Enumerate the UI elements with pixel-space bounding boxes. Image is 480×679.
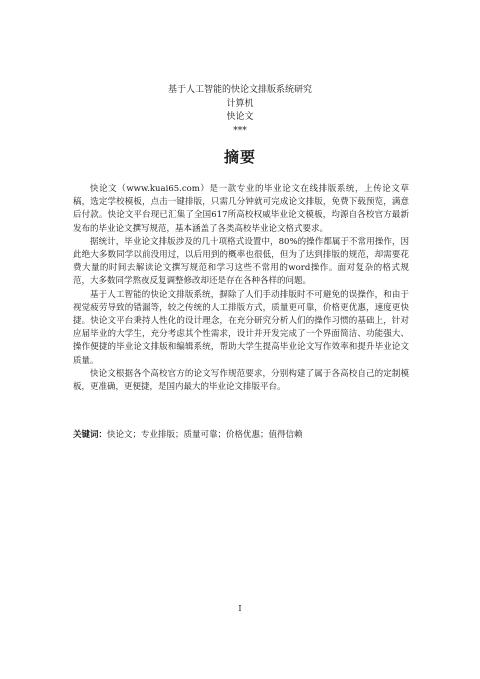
thesis-title: 基于人工智能的快论文排版系统研究 [167,85,312,95]
thesis-mark: *** [233,125,247,136]
abstract-paragraph: 基于人工智能的快论文排版系统，摒除了人们手动排版时不可避免的误操作，和由于视觉疲劳导致的错漏等，较之传统的人工排版方式，质量更可靠，价格更优惠，速度更快捷。快论文平台秉持人性化的设计理念，在充分研究分析人们的操作习惯的基础上，针对应届毕业的大学生，充分考虑其个性需求，设计并开发完成了一个界面简洁、功能强大、操作便捷的毕业论文排版和编辑系统，帮助大学生提高毕业论文写作效率和提升毕业论文质量。 [73,289,409,366]
keywords-text: 快论文；专业排版；质量可靠；价格优惠；值得信赖 [107,430,303,440]
thesis-header [0,84,480,138]
abstract-paragraph: 快论文（www.kuai65.com）是一款专业的毕业论文在线排版系统，上传论文草稿，选定学校模板，点击一键排版，只需几分钟就可完成论文排版，免费下载预览，满意后付款。快论文平台现已汇集了全国617所高校权威毕业论文模板，均源自各校官方最新发布的毕业论文撰写规范，基本涵盖了各类高校毕业论文格式要求。 [73,184,409,234]
thesis-department: 计算机 [226,98,254,109]
abstract-body [73,183,409,394]
abstract-paragraph: 据统计，毕业论文排版涉及的几十项格式设置中，80%的操作都属于不常用操作，因此绝大多数同学以前没用过，以后用到的概率也很低，但为了达到排版的规范，却需要花费大量的时间去解读论文撰写规范和学习这些不常用的word操作。面对复杂的格式规范，大多数同学熬夜反复调整修改却还是存在各种各样的问题。 [73,236,409,287]
abstract-heading: 摘要 [223,148,256,166]
keywords-line [73,429,409,442]
keywords-label: 关键词： [73,430,108,440]
abstract-paragraph: 快论文根据各个高校官方的论文写作规范要求，分别构建了属于各高校自己的定制模板，更准确，更便捷，是国内最大的毕业论文排版平台。 [73,368,409,393]
thesis-author: 快论文 [226,112,254,122]
page-number: I [238,604,242,613]
